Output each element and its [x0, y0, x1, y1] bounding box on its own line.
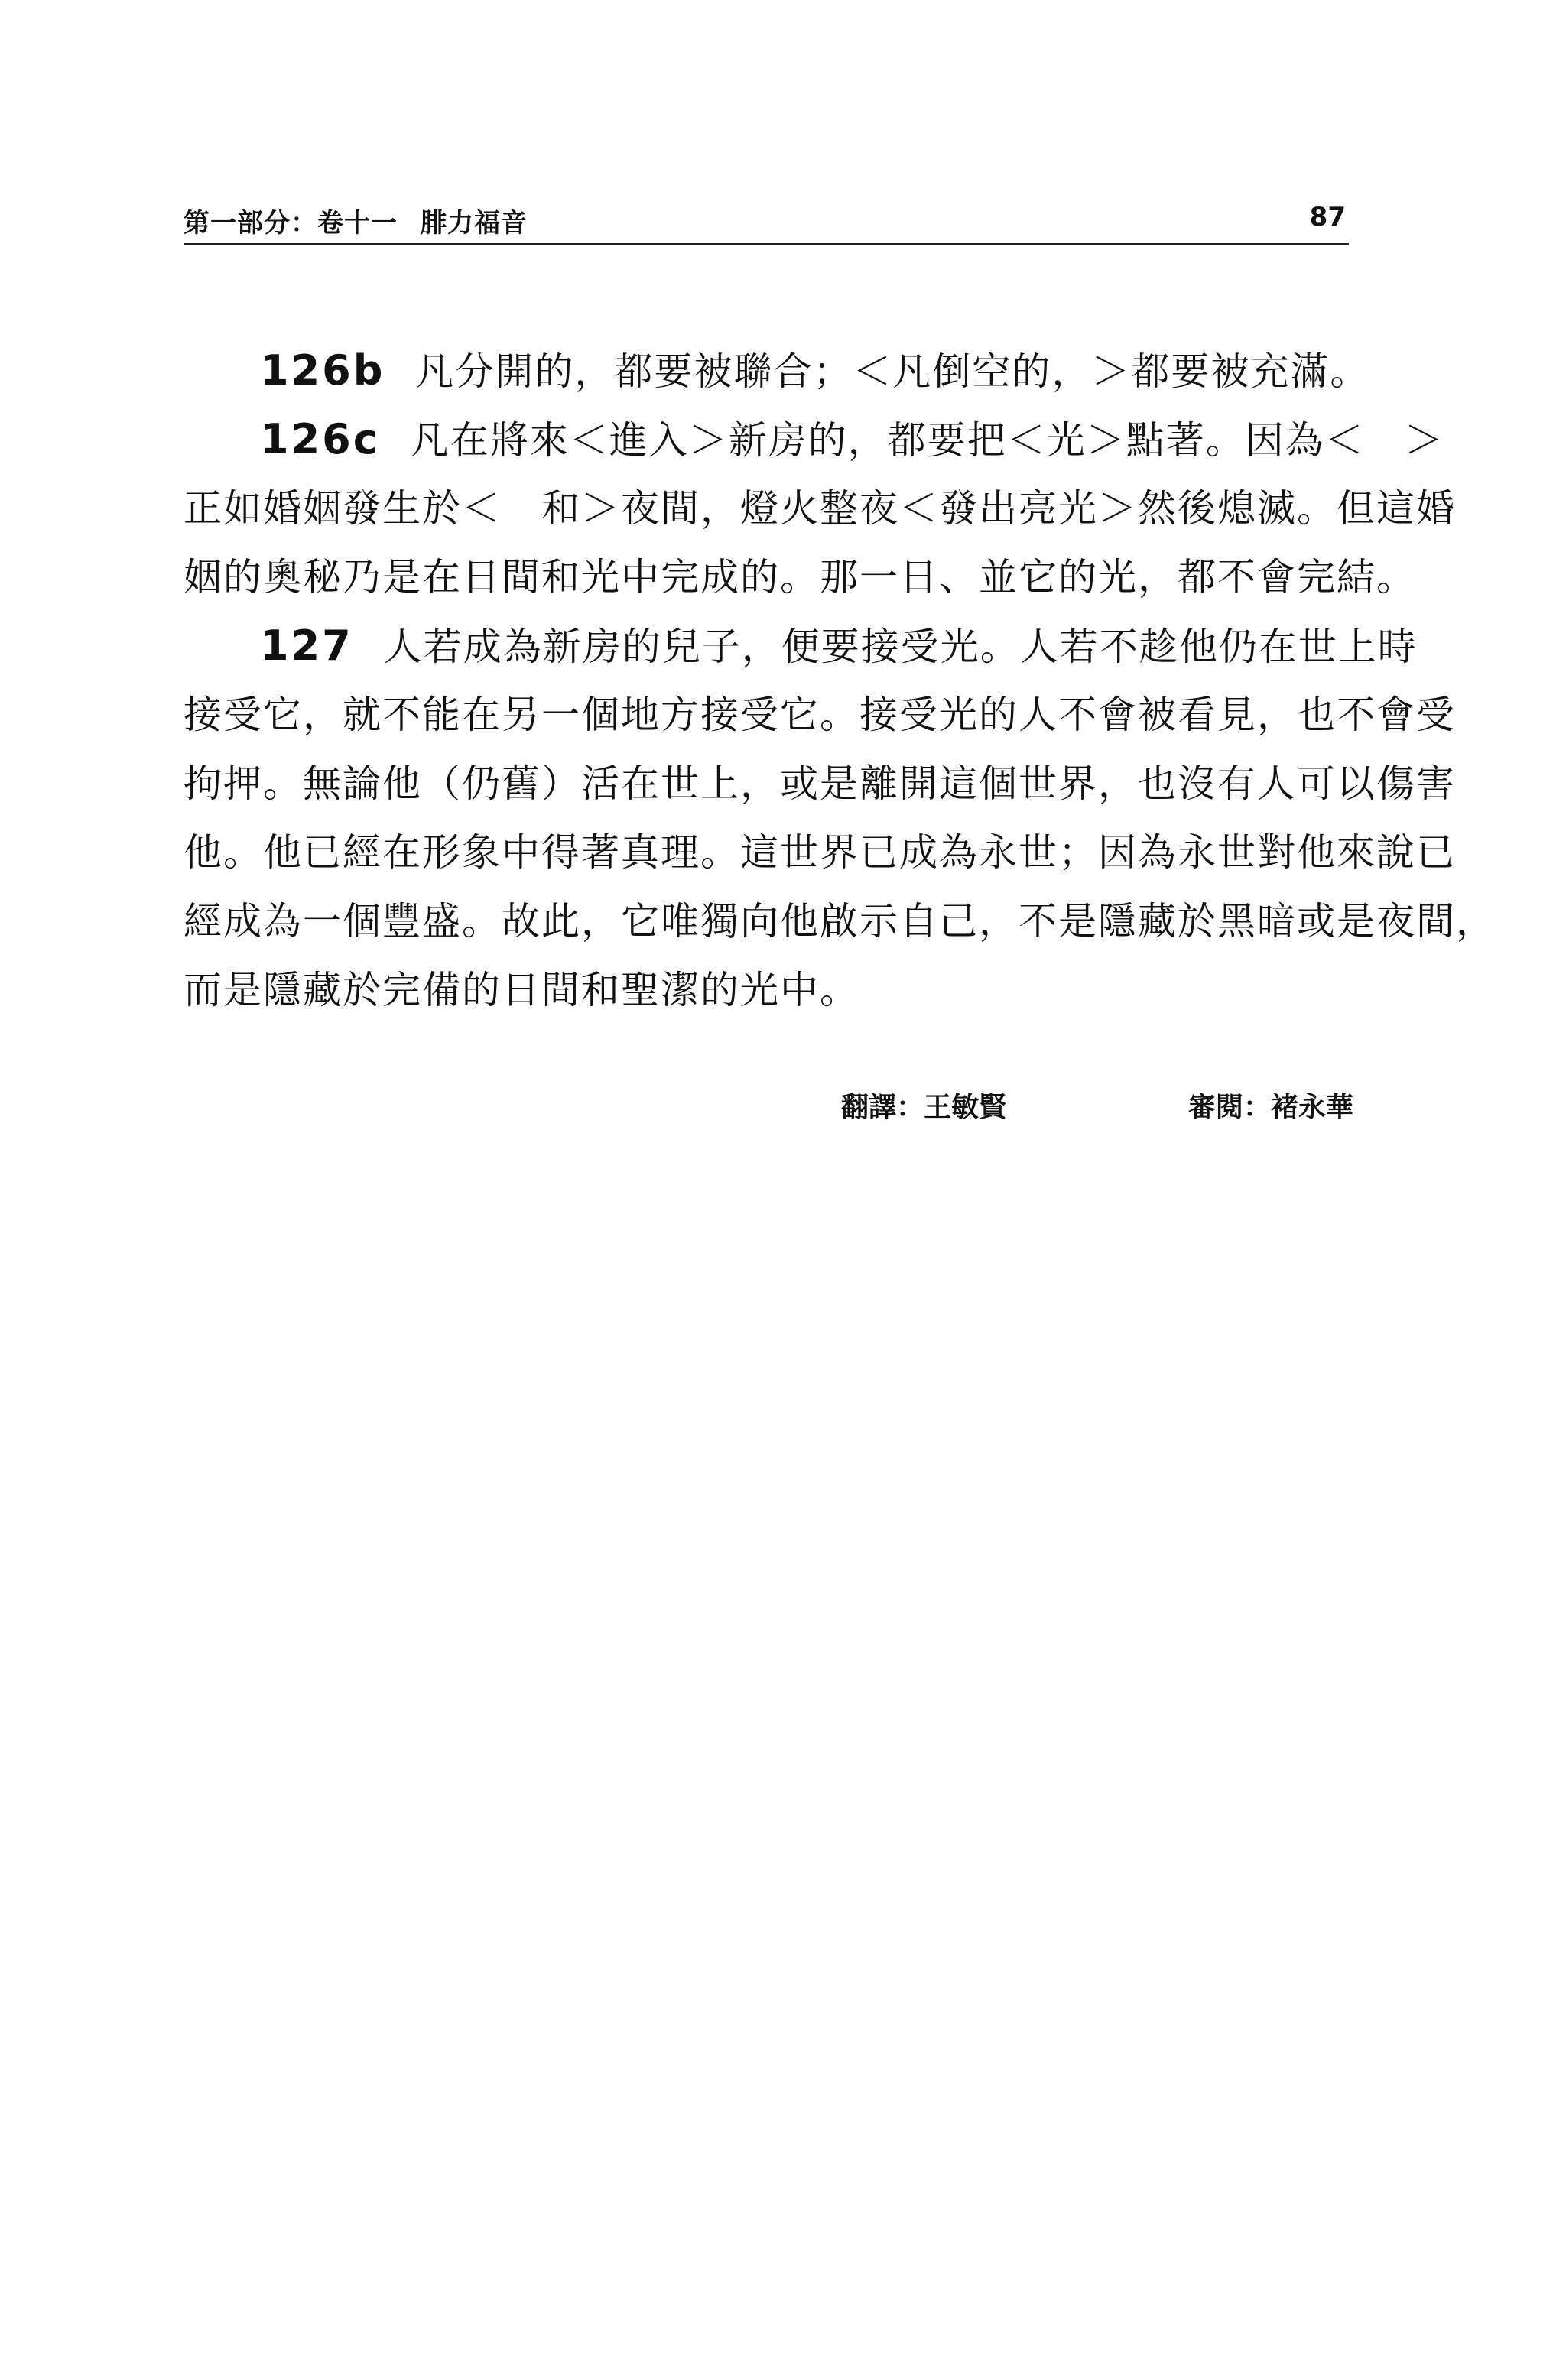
paragraph-line: [184, 405, 1444, 474]
paragraph-line: [184, 336, 1370, 405]
paragraph-number: 126b: [260, 346, 385, 395]
credits: [826, 1083, 1353, 1128]
header-divider: [184, 243, 1349, 245]
page-number: 87: [1309, 202, 1346, 232]
header-title: [184, 202, 528, 239]
paragraph-number: 127: [260, 622, 353, 670]
paragraph-line: 接受它，就不能在另一個地方接受它。接受光的人不會被看見，也不會受: [184, 693, 1456, 737]
paragraph-line: 拘押。無論他（仍舊）活在世上，或是離開這個世界，也沒有人可以傷害: [184, 761, 1456, 806]
running-header: [184, 200, 1349, 243]
translator-credit: 翻譯：王敏賢: [841, 1092, 1007, 1123]
paragraph-text: 凡在將來＜進入＞新房的，都要把＜光＞點著。因為＜ ＞: [410, 418, 1444, 463]
book-title: 腓力福音: [421, 208, 528, 239]
paragraph-line: 他。他已經在形象中得著真理。這世界已成為永世；因為永世對他來說已: [184, 830, 1456, 875]
paragraph-text: 人若成為新房的兒子，便要接受光。人若不趁他仍在世上時: [383, 625, 1418, 669]
paragraph-line: 姻的奧秘乃是在日間和光中完成的。那一日、並它的光，都不會完結。: [184, 555, 1416, 599]
paragraph-line: 經成為一個豐盛。故此，它唯獨向他啟示自己，不是隱藏於黑暗或是夜間，: [184, 899, 1496, 943]
paragraph-number: 126c: [260, 415, 380, 463]
paragraph-line: 而是隱藏於完備的日間和聖潔的光中。: [184, 968, 859, 1012]
section-title: 第一部分：卷十一: [184, 208, 398, 239]
paragraph-text: 凡分開的，都要被聯合；＜凡倒空的，＞都要被充滿。: [415, 349, 1370, 394]
paragraph-line: [184, 612, 1418, 680]
paragraph-line: 正如婚姻發生於＜ 和＞夜間，燈火整夜＜發出亮光＞然後熄滅。但這婚: [184, 486, 1456, 531]
body-text: [184, 336, 1496, 1024]
reviewer-credit: 審閱：褚永華: [1187, 1092, 1353, 1123]
